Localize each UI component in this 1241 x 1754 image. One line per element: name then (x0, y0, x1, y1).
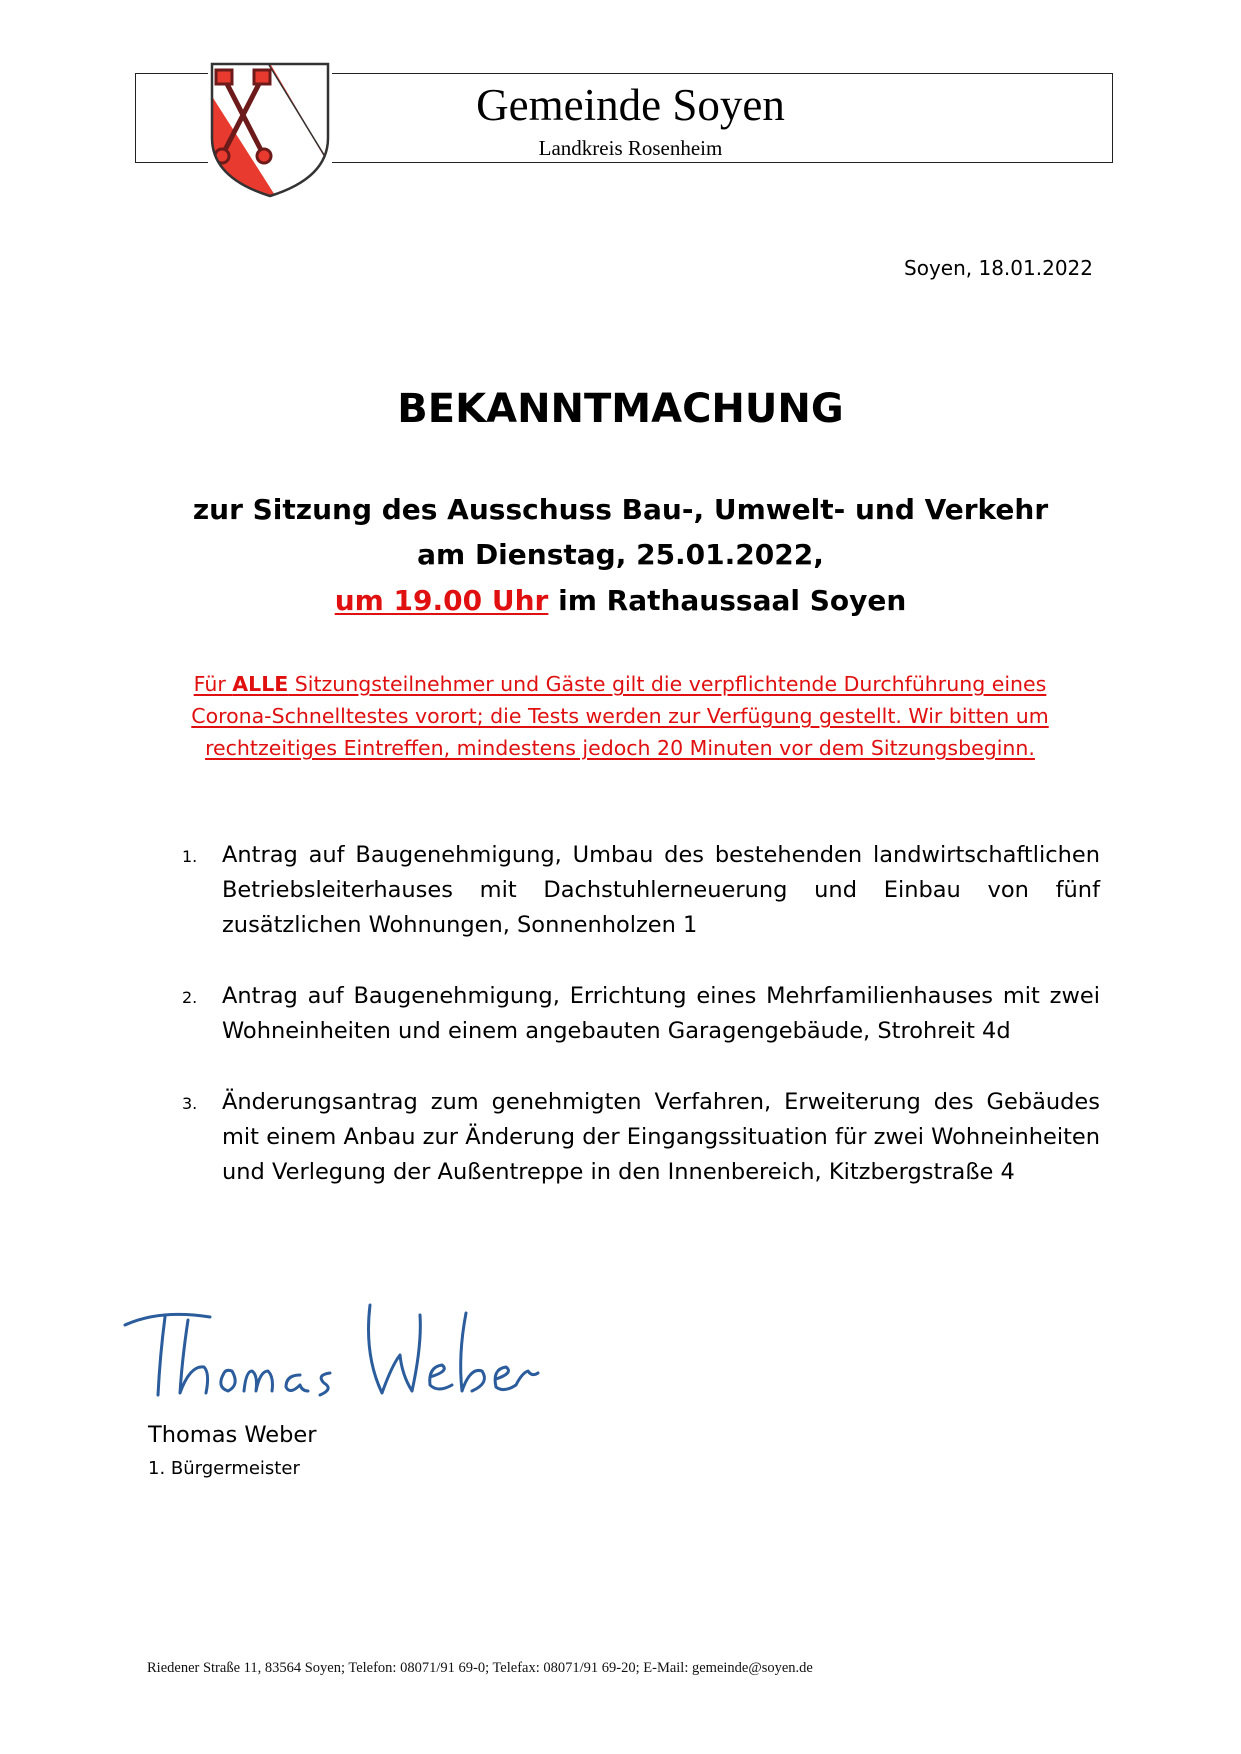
notice-emphasis: ALLE (232, 672, 289, 696)
agenda-item-number: 3. (182, 1094, 198, 1113)
meeting-time-location-line (0, 583, 1241, 619)
agenda-item-number: 1. (182, 847, 198, 866)
district-name: Landkreis Rosenheim (538, 136, 723, 160)
signer-role: 1. Bürgermeister (148, 1458, 300, 1479)
meeting-subtitle-line1: zur Sitzung des Ausschuss Bau-, Umwelt- und Verkehr (192, 493, 1049, 526)
meeting-time: um 19.00 Uhr (334, 584, 549, 617)
agenda-item (180, 1085, 1100, 1190)
agenda-list (180, 838, 1100, 1226)
agenda-item-text: Antrag auf Baugenehmigung, Umbau des bestehenden landwirtschaftlichen Betriebsleiterhauses mit Dachstuhlerneuerung und Einbau von fünf zusätzlichen Wohnungen, Sonnenholzen 1 (222, 842, 1100, 938)
signer-name: Thomas Weber (148, 1422, 317, 1448)
notice-line-3: rechtzeitiges Eintreffen, mindestens jedoch 20 Minuten vor dem Sitzungsbeginn. (205, 736, 1035, 760)
footer-contact: Riedener Straße 11, 83564 Soyen; Telefon: 08071/91 69-0; Telefax: 08071/91 69-20; E-Mail: gemeinde@soyen.de (147, 1660, 813, 1676)
agenda-item (180, 979, 1100, 1049)
notice-line-1-text: Sitzungsteilnehmer und Gäste gilt die verpflichtende Durchführung eines (288, 672, 1047, 696)
notice-line-2: Corona-Schnelltestes vorort; die Tests werden zur Verfügung gestellt. Wir bitten um (191, 704, 1049, 728)
date-line: Soyen, 18.01.2022 (904, 256, 1093, 280)
municipality-name: Gemeinde Soyen (476, 80, 785, 130)
agenda-item-text: Änderungsantrag zum genehmigten Verfahren, Erweiterung des Gebäudes mit einem Anbau zur Änderung der Eingangssituation für zwei Wohneinheiten und Verlegung der Außentreppe in den Innenbereich, Kitzbergstraße 4 (222, 1089, 1100, 1185)
agenda-item (180, 838, 1100, 943)
corona-notice (140, 668, 1100, 764)
meeting-date-line: am Dienstag, 25.01.2022, (417, 538, 824, 571)
handwritten-signature (120, 1295, 620, 1415)
page-title: BEKANNTMACHUNG (397, 386, 844, 432)
agenda-item-text: Antrag auf Baugenehmigung, Errichtung eines Mehrfamilienhauses mit zwei Wohneinheiten und einem angebauten Garagengebäude, Strohreit 4d (222, 983, 1100, 1044)
meeting-location: im Rathaussaal Soyen (548, 584, 907, 617)
agenda-item-number: 2. (182, 988, 198, 1007)
notice-line-1 (140, 668, 1100, 700)
notice-prefix: Für (193, 672, 233, 696)
